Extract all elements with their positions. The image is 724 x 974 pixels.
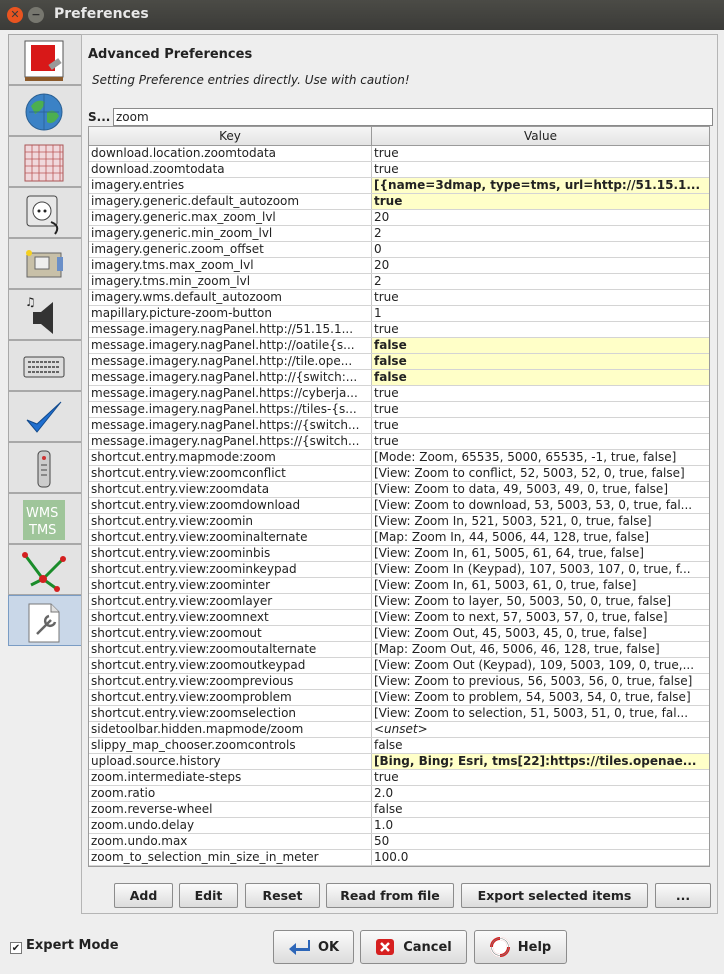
row-key-cell[interactable]: imagery.wms.default_autozoom (89, 290, 372, 305)
cancel-button-label: Cancel (403, 939, 452, 955)
row-value-cell[interactable]: [View: Zoom to previous, 56, 5003, 56, 0, true, false] (374, 674, 693, 688)
row-key-cell[interactable]: imagery.generic.default_autozoom (89, 194, 372, 209)
row-key-cell[interactable]: download.location.zoomtodata (89, 146, 372, 161)
row-key-cell[interactable]: imagery.generic.min_zoom_lvl (89, 226, 372, 241)
advanced-wrench-icon (21, 600, 67, 644)
remote-control-icon (21, 447, 67, 491)
caution-message: Setting Preference entries directly. Use with caution! (92, 73, 410, 87)
grid-map-icon (21, 141, 67, 185)
table-row[interactable] (89, 146, 709, 162)
checkbox-check-icon[interactable]: ✔ (11, 943, 21, 954)
map-marker-icon (21, 243, 67, 287)
row-value-cell[interactable]: [Bing, Bing; Esri, tms[22]:https://tiles.openae... (372, 754, 709, 769)
table-row[interactable] (89, 242, 709, 258)
row-key-cell[interactable]: shortcut.entry.view:zoomnext (89, 610, 372, 625)
row-key-cell[interactable]: shortcut.entry.view:zoominbis (89, 546, 372, 561)
ok-arrow-icon (288, 938, 310, 956)
window-title: Preferences (54, 6, 149, 22)
edit-button[interactable]: Edit (179, 883, 238, 908)
row-value-cell[interactable]: [Map: Zoom In, 44, 5006, 44, 128, true, false] (374, 530, 650, 544)
row-value-cell[interactable]: true (374, 386, 399, 400)
row-value-cell[interactable]: [{name=3dmap, type=tms, url=http://51.15.1... (372, 178, 709, 193)
table-row[interactable] (89, 594, 709, 610)
row-value-cell[interactable]: [View: Zoom to selection, 51, 5003, 51, 0, true, fal... (374, 706, 689, 720)
row-key-cell[interactable]: upload.source.history (89, 754, 372, 769)
table-row[interactable] (89, 322, 709, 338)
row-key-cell[interactable]: shortcut.entry.view:zoomdata (89, 482, 372, 497)
table-action-bar (82, 881, 719, 911)
row-value-cell[interactable]: 50 (374, 834, 390, 848)
row-key-cell[interactable]: imagery.entries (89, 178, 372, 193)
more-options-button[interactable]: ... (655, 883, 711, 908)
row-key-cell[interactable]: sidetoolbar.hidden.mapmode/zoom (89, 722, 372, 737)
row-value-cell[interactable]: 2.0 (374, 786, 394, 800)
row-value-cell[interactable]: [View: Zoom Out (Keypad), 109, 5003, 109, 0, true,... (374, 658, 695, 672)
table-row[interactable] (89, 274, 709, 290)
row-key-cell[interactable]: download.zoomtodata (89, 162, 372, 177)
tab-projection-settings[interactable] (8, 136, 81, 187)
row-key-cell[interactable]: shortcut.entry.mapmode:zoom (89, 450, 372, 465)
row-key-cell[interactable]: message.imagery.nagPanel.https://{switch... (89, 434, 372, 449)
row-value-cell[interactable]: <unset> (374, 722, 428, 736)
table-row[interactable] (89, 162, 709, 178)
table-row[interactable] (89, 722, 709, 738)
row-value-cell[interactable]: 1 (374, 306, 382, 320)
row-key-cell[interactable]: shortcut.entry.view:zoominter (89, 578, 372, 593)
row-key-cell[interactable]: shortcut.entry.view:zoomselection (89, 706, 372, 721)
row-value-cell[interactable]: [View: Zoom to problem, 54, 5003, 54, 0, true, false] (374, 690, 691, 704)
minimize-window-button[interactable]: − (28, 7, 44, 23)
row-key-cell[interactable]: imagery.generic.max_zoom_lvl (89, 210, 372, 225)
tab-advanced-preferences[interactable] (8, 595, 81, 646)
row-value-cell[interactable]: [View: Zoom In (Keypad), 107, 5003, 107, 0, true, f... (374, 562, 691, 576)
table-row[interactable] (89, 178, 709, 194)
row-value-cell[interactable]: false (374, 738, 403, 752)
ok-button[interactable] (273, 930, 354, 964)
table-row[interactable] (89, 642, 709, 658)
row-value-cell[interactable]: [View: Zoom to layer, 50, 5003, 50, 0, true, false] (374, 594, 672, 608)
row-key-cell[interactable]: shortcut.entry.view:zoomin (89, 514, 372, 529)
plug-icon (21, 192, 67, 236)
table-row[interactable] (89, 210, 709, 226)
table-row[interactable] (89, 482, 709, 498)
table-row[interactable] (89, 626, 709, 642)
tab-display-settings[interactable] (8, 34, 81, 85)
expert-mode-checkbox[interactable] (10, 938, 119, 954)
table-row[interactable] (89, 338, 709, 354)
row-value-cell[interactable]: false (372, 338, 709, 353)
row-value-cell[interactable]: true (374, 418, 399, 432)
row-key-cell[interactable]: shortcut.entry.view:zoomdownload (89, 498, 372, 513)
keyboard-icon (21, 345, 67, 389)
row-key-cell[interactable]: message.imagery.nagPanel.https://{switch... (89, 418, 372, 433)
tab-remote-control[interactable] (8, 187, 81, 238)
table-row[interactable] (89, 258, 709, 274)
table-row[interactable] (89, 578, 709, 594)
row-key-cell[interactable]: message.imagery.nagPanel.https://cyberja... (89, 386, 372, 401)
cancel-button[interactable] (360, 930, 467, 964)
svg-text:TMS: TMS (29, 523, 57, 538)
row-key-cell[interactable]: zoom.reverse-wheel (89, 802, 372, 817)
table-row[interactable] (89, 290, 709, 306)
table-row[interactable] (89, 466, 709, 482)
row-key-cell[interactable]: shortcut.entry.view:zoominalternate (89, 530, 372, 545)
help-button-label: Help (517, 939, 552, 955)
tab-imagery[interactable] (8, 493, 81, 544)
table-row[interactable] (89, 514, 709, 530)
row-value-cell[interactable]: [Mode: Zoom, 65535, 5000, 65535, -1, true, false] (374, 450, 677, 464)
row-key-cell[interactable]: zoom.undo.delay (89, 818, 372, 833)
row-value-cell[interactable]: false (374, 802, 403, 816)
table-row[interactable] (89, 434, 709, 450)
search-label: S... (88, 110, 111, 124)
route-graph-icon (21, 549, 67, 593)
table-row[interactable] (89, 850, 709, 866)
row-value-cell[interactable]: [Map: Zoom Out, 46, 5006, 46, 128, true, false] (374, 642, 660, 656)
export-selected-items-button[interactable]: Export selected items (461, 883, 648, 908)
table-row[interactable] (89, 754, 709, 770)
table-row[interactable] (89, 834, 709, 850)
row-key-cell[interactable]: imagery.tms.max_zoom_lvl (89, 258, 372, 273)
expert-mode-label: Expert Mode (26, 938, 119, 953)
tab-validator[interactable] (8, 391, 81, 442)
reset-button[interactable]: Reset (245, 883, 320, 908)
table-row[interactable] (89, 418, 709, 434)
table-row[interactable] (89, 818, 709, 834)
row-key-cell[interactable]: shortcut.entry.view:zoomproblem (89, 690, 372, 705)
row-value-cell[interactable]: true (374, 322, 399, 336)
table-row[interactable] (89, 450, 709, 466)
tab-audio[interactable] (8, 289, 81, 340)
row-value-cell[interactable]: 2 (374, 226, 382, 240)
row-value-cell[interactable]: [View: Zoom In, 521, 5003, 521, 0, true, false] (374, 514, 652, 528)
row-value-cell[interactable]: true (374, 162, 399, 176)
row-value-cell[interactable]: 100.0 (374, 850, 409, 864)
speaker-icon (21, 294, 67, 338)
row-key-cell[interactable]: shortcut.entry.view:zoominkeypad (89, 562, 372, 577)
row-key-cell[interactable]: message.imagery.nagPanel.http://tile.ope... (89, 354, 372, 369)
table-row[interactable] (89, 546, 709, 562)
row-key-cell[interactable]: message.imagery.nagPanel.https://tiles-{s... (89, 402, 372, 417)
table-row[interactable] (89, 770, 709, 786)
table-row[interactable] (89, 786, 709, 802)
row-value-cell[interactable]: false (372, 354, 709, 369)
checkmark-icon (21, 396, 67, 440)
table-row[interactable] (89, 706, 709, 722)
wms-tms-icon (21, 498, 67, 542)
globe-icon (21, 90, 67, 134)
table-row[interactable] (89, 530, 709, 546)
title-bar (0, 0, 724, 30)
row-value-cell[interactable]: [View: Zoom In, 61, 5005, 61, 64, true, false] (374, 546, 644, 560)
row-key-cell[interactable]: shortcut.entry.view:zoomoutkeypad (89, 658, 372, 673)
row-key-cell[interactable]: imagery.generic.zoom_offset (89, 242, 372, 257)
row-value-cell[interactable]: 20 (374, 258, 390, 272)
lifebuoy-icon (490, 937, 510, 957)
tab-shortcuts[interactable] (8, 340, 81, 391)
paint-brush-icon (21, 39, 67, 83)
row-value-cell[interactable]: [View: Zoom to data, 49, 5003, 49, 0, true, false] (374, 482, 668, 496)
panel-title: Advanced Preferences (88, 47, 253, 62)
row-key-cell[interactable]: shortcut.entry.view:zoomprevious (89, 674, 372, 689)
row-key-cell[interactable]: zoom.intermediate-steps (89, 770, 372, 785)
row-key-cell[interactable]: shortcut.entry.view:zoomoutalternate (89, 642, 372, 657)
table-header (89, 127, 709, 146)
row-key-cell[interactable]: mapillary.picture-zoom-button (89, 306, 372, 321)
table-row[interactable] (89, 658, 709, 674)
svg-text:♫: ♫ (25, 295, 36, 309)
table-row[interactable] (89, 194, 709, 210)
table-body (89, 146, 709, 866)
row-value-cell[interactable]: true (374, 146, 399, 160)
cancel-x-icon (375, 938, 395, 956)
row-value-cell[interactable]: true (374, 434, 399, 448)
ok-button-label: OK (317, 939, 340, 955)
row-value-cell[interactable]: 20 (374, 210, 390, 224)
row-value-cell[interactable]: true (372, 194, 709, 209)
table-row[interactable] (89, 386, 709, 402)
preferences-table (88, 126, 710, 867)
row-key-cell[interactable]: slippy_map_chooser.zoomcontrols (89, 738, 372, 753)
row-value-cell[interactable]: false (372, 370, 709, 385)
table-row[interactable] (89, 802, 709, 818)
row-key-cell[interactable]: zoom.undo.max (89, 834, 372, 849)
table-row[interactable] (89, 562, 709, 578)
row-value-cell[interactable]: [View: Zoom to conflict, 52, 5003, 52, 0, true, false] (374, 466, 685, 480)
table-row[interactable] (89, 354, 709, 370)
preferences-tab-strip (8, 34, 81, 646)
row-value-cell[interactable]: true (374, 290, 399, 304)
tab-connection-settings[interactable] (8, 85, 81, 136)
row-value-cell[interactable]: 2 (374, 274, 382, 288)
row-key-cell[interactable]: message.imagery.nagPanel.http://{switch:... (89, 370, 372, 385)
row-value-cell[interactable]: [View: Zoom In, 61, 5003, 61, 0, true, false] (374, 578, 637, 592)
table-row[interactable] (89, 226, 709, 242)
row-key-cell[interactable]: shortcut.entry.view:zoomconflict (89, 466, 372, 481)
table-row[interactable] (89, 498, 709, 514)
svg-text:WMS: WMS (26, 506, 59, 521)
table-row[interactable] (89, 690, 709, 706)
row-key-cell[interactable]: zoom_to_selection_min_size_in_meter (89, 850, 372, 865)
table-row[interactable] (89, 738, 709, 754)
row-key-cell[interactable]: zoom.ratio (89, 786, 372, 801)
column-header-key[interactable]: Key (89, 127, 372, 145)
row-value-cell[interactable]: [View: Zoom Out, 45, 5003, 45, 0, true, false] (374, 626, 647, 640)
column-header-value[interactable]: Value (524, 129, 557, 143)
row-value-cell[interactable]: true (374, 402, 399, 416)
add-button[interactable]: Add (114, 883, 173, 908)
table-row[interactable] (89, 610, 709, 626)
read-from-file-button[interactable]: Read from file (326, 883, 454, 908)
row-value-cell[interactable]: [View: Zoom to next, 57, 5003, 57, 0, true, false] (374, 610, 668, 624)
table-row[interactable] (89, 402, 709, 418)
row-key-cell[interactable]: message.imagery.nagPanel.http://51.15.1... (89, 322, 372, 337)
row-value-cell[interactable]: true (374, 770, 399, 784)
row-key-cell[interactable]: shortcut.entry.view:zoomlayer (89, 594, 372, 609)
help-button[interactable] (474, 930, 567, 964)
search-input[interactable] (113, 108, 713, 126)
close-window-button[interactable]: ✕ (7, 7, 23, 23)
tab-map-paint[interactable] (8, 238, 81, 289)
table-row[interactable] (89, 306, 709, 322)
row-key-cell[interactable]: message.imagery.nagPanel.http://oatile{s... (89, 338, 372, 353)
table-row[interactable] (89, 674, 709, 690)
table-row[interactable] (89, 370, 709, 386)
tab-routing[interactable] (8, 544, 81, 595)
row-value-cell[interactable]: 1.0 (374, 818, 394, 832)
row-key-cell[interactable]: imagery.tms.min_zoom_lvl (89, 274, 372, 289)
row-value-cell[interactable]: 0 (374, 242, 382, 256)
row-value-cell[interactable]: [View: Zoom to download, 53, 5003, 53, 0, true, fal... (374, 498, 693, 512)
tab-remote-settings[interactable] (8, 442, 81, 493)
row-key-cell[interactable]: shortcut.entry.view:zoomout (89, 626, 372, 641)
advanced-preferences-panel (81, 34, 718, 914)
